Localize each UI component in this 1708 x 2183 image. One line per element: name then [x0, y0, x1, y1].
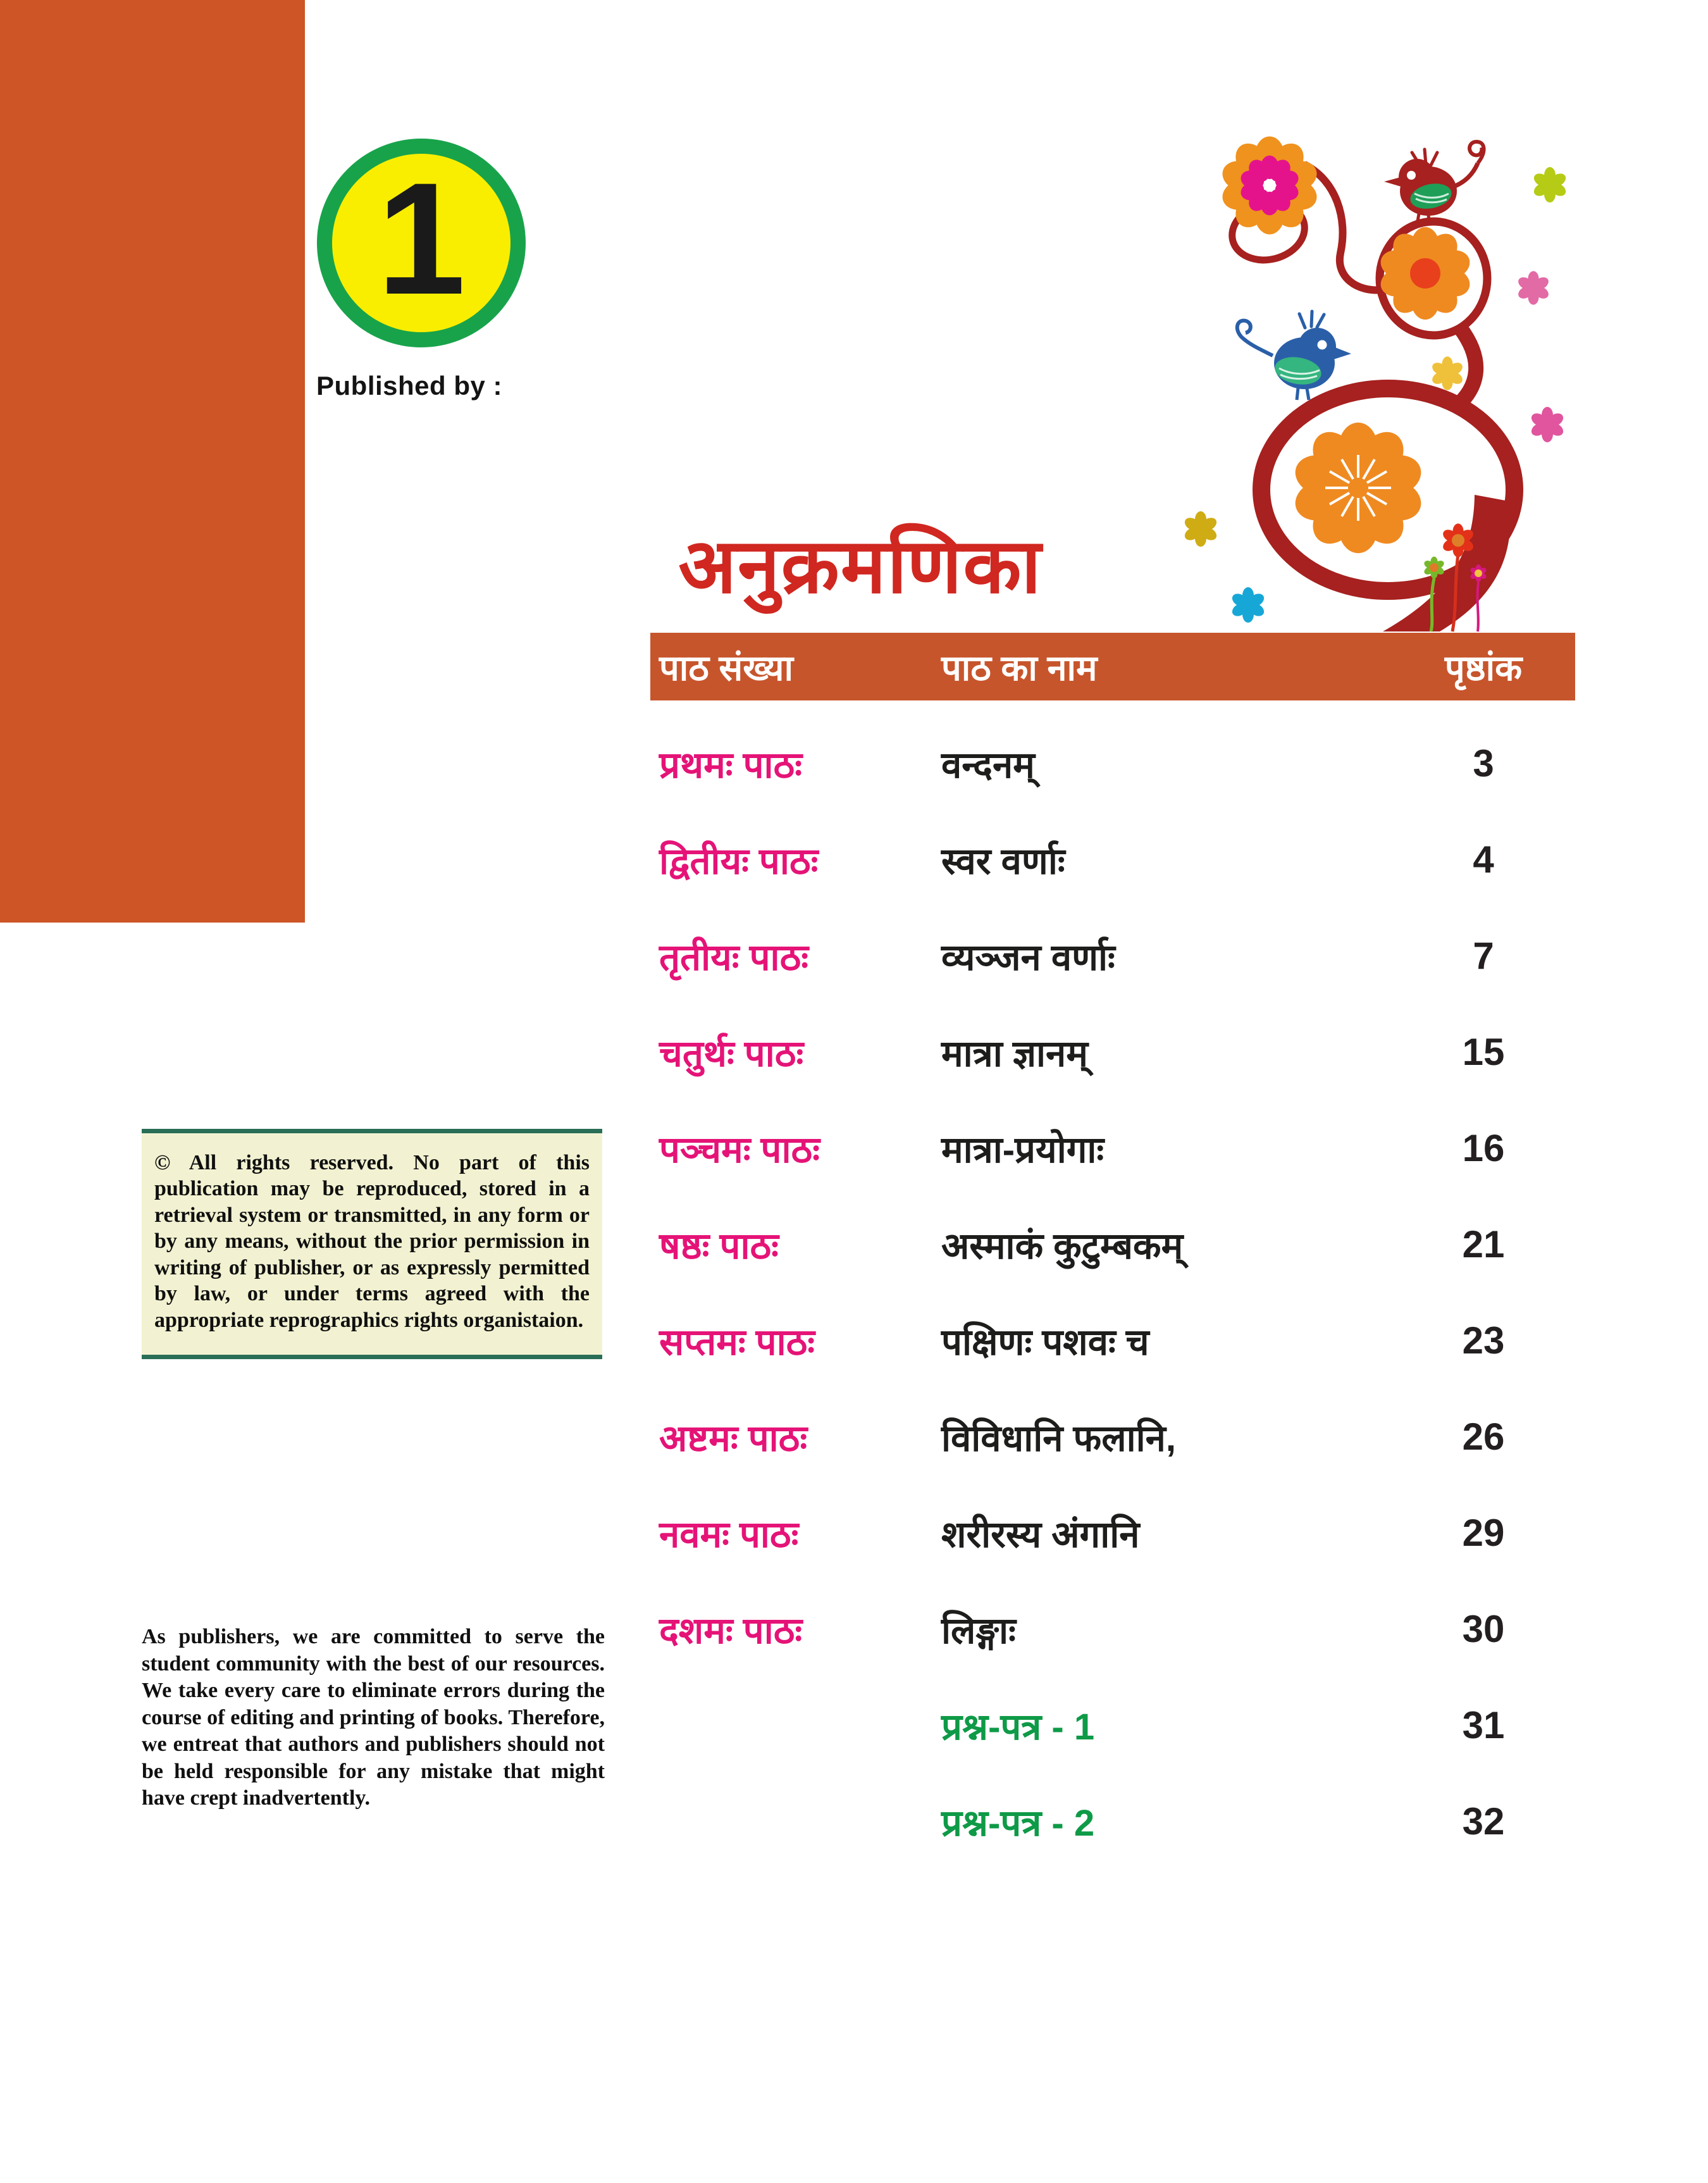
toc-lesson-number: पञ्चमः पाठः [659, 1129, 820, 1171]
toc-page-number: 15 [1462, 1030, 1505, 1073]
toc-lesson-name: विविधानि फलानि, [941, 1417, 1176, 1459]
toc-header-lesson-name: पाठ का नाम [941, 647, 1098, 688]
copyright-notice: © All rights reserved. No part of this publication may be reproduced, stored in a retrieval system or transmitted, in any form or by any means, without the prior permission in writing of publisher, or as expressly permitted by law, or under terms agreed with the appropriate reprographics rights organistaion. [142, 1129, 602, 1359]
blue-bird-icon [1237, 311, 1351, 400]
publisher-note: As publishers, we are committed to serve the student community with the best of our resources. We take every care to eliminate errors during the course of editing and printing of books. Therefore, we entreat that authors and publishers should not be held responsible for any mistake that might have crept inadvertently. [142, 1625, 605, 1810]
mini-flower-yellow [1430, 356, 1465, 390]
toc-rows [650, 715, 1575, 1869]
toc-row [650, 1292, 1575, 1388]
toc-lesson-name: पक्षिणः पशवः च [941, 1321, 1149, 1363]
left-accent-bar [0, 0, 305, 923]
toc-lesson-name: लिङ्गाः [941, 1610, 1016, 1651]
toc-page-number: 16 [1462, 1126, 1505, 1169]
mini-flower-pink [1516, 271, 1551, 304]
red-bird-icon [1384, 142, 1484, 225]
toc-lesson-number: सप्तमः पाठः [659, 1321, 815, 1363]
toc-row [650, 907, 1575, 1004]
toc-lesson-name: अस्माकं कुटुम्बकम् [941, 1225, 1184, 1267]
toc-page-number: 3 [1473, 742, 1494, 785]
toc-header-page-number: पृष्ठांक [1444, 647, 1523, 688]
floral-decoration-illustration [1158, 114, 1670, 645]
toc-row [650, 1388, 1575, 1484]
published-by-label: Published by : [316, 371, 503, 401]
toc-lesson-number: द्वितीयः पाठः [659, 840, 819, 882]
toc-lesson-name: मात्रा-प्रयोगाः [941, 1129, 1105, 1171]
toc-lesson-number: दशमः पाठः [659, 1610, 803, 1651]
toc-page-number: 4 [1473, 838, 1494, 881]
toc-page-number: 31 [1462, 1703, 1505, 1746]
toc-row [650, 715, 1575, 811]
mini-flower-olive [1182, 511, 1218, 547]
toc-row [650, 1484, 1575, 1581]
toc-row [650, 1004, 1575, 1100]
toc-lesson-number: अष्टमः पाठः [659, 1417, 808, 1459]
swirl-vine [1226, 165, 1514, 631]
toc-page-number: 23 [1462, 1319, 1505, 1362]
page-title: अनुक्रमणिका [678, 524, 1043, 609]
toc-page-number: 32 [1462, 1800, 1505, 1843]
toc-lesson-name: व्यञ्जन वर्णाः [941, 936, 1115, 978]
toc-lesson-name: प्रश्न-पत्र - 2 [941, 1802, 1095, 1844]
toc-page-number: 26 [1462, 1415, 1505, 1458]
toc-row [650, 1581, 1575, 1677]
toc-lesson-name: मात्रा ज्ञानम् [941, 1033, 1088, 1074]
toc-lesson-number: तृतीयः पाठः [659, 936, 808, 978]
toc-row [650, 811, 1575, 907]
toc-lesson-name: प्रश्न-पत्र - 1 [941, 1706, 1095, 1748]
toc-lesson-number: नवमः पाठः [659, 1514, 799, 1555]
mini-flower-magenta [1529, 407, 1565, 442]
toc-row-question-paper [650, 1773, 1575, 1869]
toc-lesson-number: षष्ठः पाठः [659, 1225, 779, 1267]
flower-orange-sunburst [1290, 423, 1426, 553]
toc-lesson-name: स्वर वर्णाः [941, 840, 1065, 882]
toc-page-number: 29 [1462, 1511, 1505, 1554]
toc-page-number: 21 [1462, 1222, 1505, 1266]
mini-flower-lime [1532, 167, 1568, 202]
toc-row [650, 1100, 1575, 1196]
toc-lesson-name: वन्दनम् [941, 744, 1035, 786]
toc-page-number: 7 [1473, 934, 1494, 977]
toc-page-number: 30 [1462, 1607, 1505, 1650]
toc-lesson-name: शरीरस्य अंगानि [941, 1514, 1140, 1555]
toc-header-bar [650, 633, 1575, 700]
toc-row [650, 1196, 1575, 1292]
toc-row-question-paper [650, 1677, 1575, 1773]
toc-lesson-number: चतुर्थः पाठः [659, 1033, 804, 1074]
mini-flower-cyan [1230, 587, 1266, 623]
toc-header-lesson-number: पाठ संख्या [659, 647, 794, 688]
toc-lesson-number: प्रथमः पाठः [659, 744, 802, 786]
grade-badge [317, 139, 526, 347]
grade-badge-number: 1 [376, 150, 466, 328]
